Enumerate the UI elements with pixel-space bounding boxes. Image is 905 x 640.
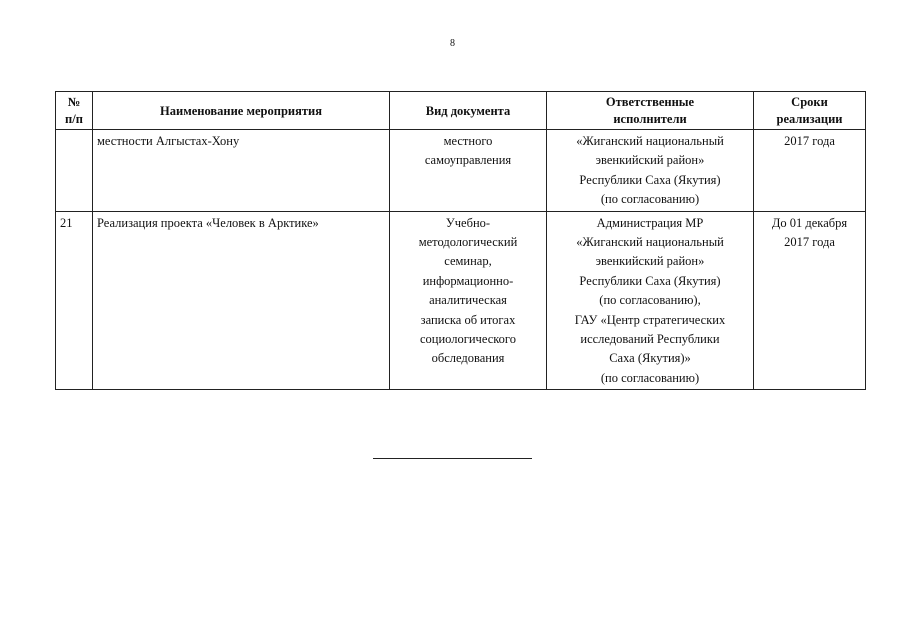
executors-line: «Жиганский национальный	[576, 235, 724, 250]
executors-line: (по согласованию)	[600, 370, 700, 385]
table-row	[56, 211, 866, 390]
header-executors-line2: исполнители	[613, 112, 687, 126]
row-number-cell	[56, 130, 93, 212]
executors-line: Саха (Якутия)»	[609, 351, 691, 366]
deadline-line: До 01 декабря	[771, 215, 848, 230]
document-type-line: местного	[443, 134, 493, 148]
executors-line: ГАУ «Центр стратегических	[574, 312, 726, 327]
header-number-line2: п/п	[65, 112, 83, 126]
document-type-line: семинар,	[444, 254, 492, 269]
header-deadline	[754, 92, 866, 130]
header-number-line1: №	[67, 95, 81, 109]
document-type-line: Учебно-	[445, 215, 491, 230]
deadline-line: 2017 года	[784, 235, 835, 250]
header-number	[56, 92, 93, 130]
deadline-cell	[754, 211, 866, 390]
document-type-line: записка об итогах	[420, 312, 516, 327]
executors-line: эвенкийский район»	[595, 153, 705, 168]
event-name-line: Реализация проекта «Человек в Арктике»	[97, 215, 319, 230]
table-row	[56, 130, 866, 212]
executors-line: Администрация МР	[596, 215, 704, 230]
table-body	[56, 130, 866, 390]
executors-line: «Жиганский национальный	[576, 134, 724, 148]
row-number-cell: 21	[56, 211, 93, 390]
header-document-type: Вид документа	[390, 92, 547, 130]
executors-line: Республики Саха (Якутия)	[579, 172, 721, 187]
executors-line: (по согласованию)	[600, 192, 700, 207]
executors-line: (по согласованию),	[599, 293, 701, 308]
events-table	[55, 91, 866, 390]
deadline-cell	[754, 130, 866, 212]
event-name-cell	[93, 130, 390, 212]
table-header-row	[56, 92, 866, 130]
document-type-line: обследования	[431, 351, 505, 366]
document-type-line: информационно-	[422, 273, 514, 288]
event-name-line: местности Алгыстах-Хону	[97, 134, 240, 148]
document-type-cell	[390, 130, 547, 212]
executors-cell	[547, 211, 754, 390]
executors-line: Республики Саха (Якутия)	[579, 273, 721, 288]
executors-line: эвенкийский район»	[595, 254, 705, 269]
deadline-line: 2017 года	[784, 134, 835, 148]
document-type-line: самоуправления	[424, 153, 512, 168]
header-deadline-line1: Сроки	[791, 95, 828, 109]
header-event-name: Наименование мероприятия	[93, 92, 390, 130]
document-type-cell	[390, 211, 547, 390]
footer-divider-line	[373, 458, 532, 459]
page-number: 8	[450, 38, 455, 49]
document-type-line: аналитическая	[429, 293, 507, 308]
executors-line: исследований Республики	[580, 332, 720, 347]
executors-cell	[547, 130, 754, 212]
document-type-line: социологического	[419, 332, 516, 347]
header-deadline-line2: реализации	[776, 112, 843, 126]
document-type-line: методологический	[418, 235, 518, 250]
event-name-cell	[93, 211, 390, 390]
header-executors	[547, 92, 754, 130]
header-executors-line1: Ответственные	[605, 95, 695, 109]
